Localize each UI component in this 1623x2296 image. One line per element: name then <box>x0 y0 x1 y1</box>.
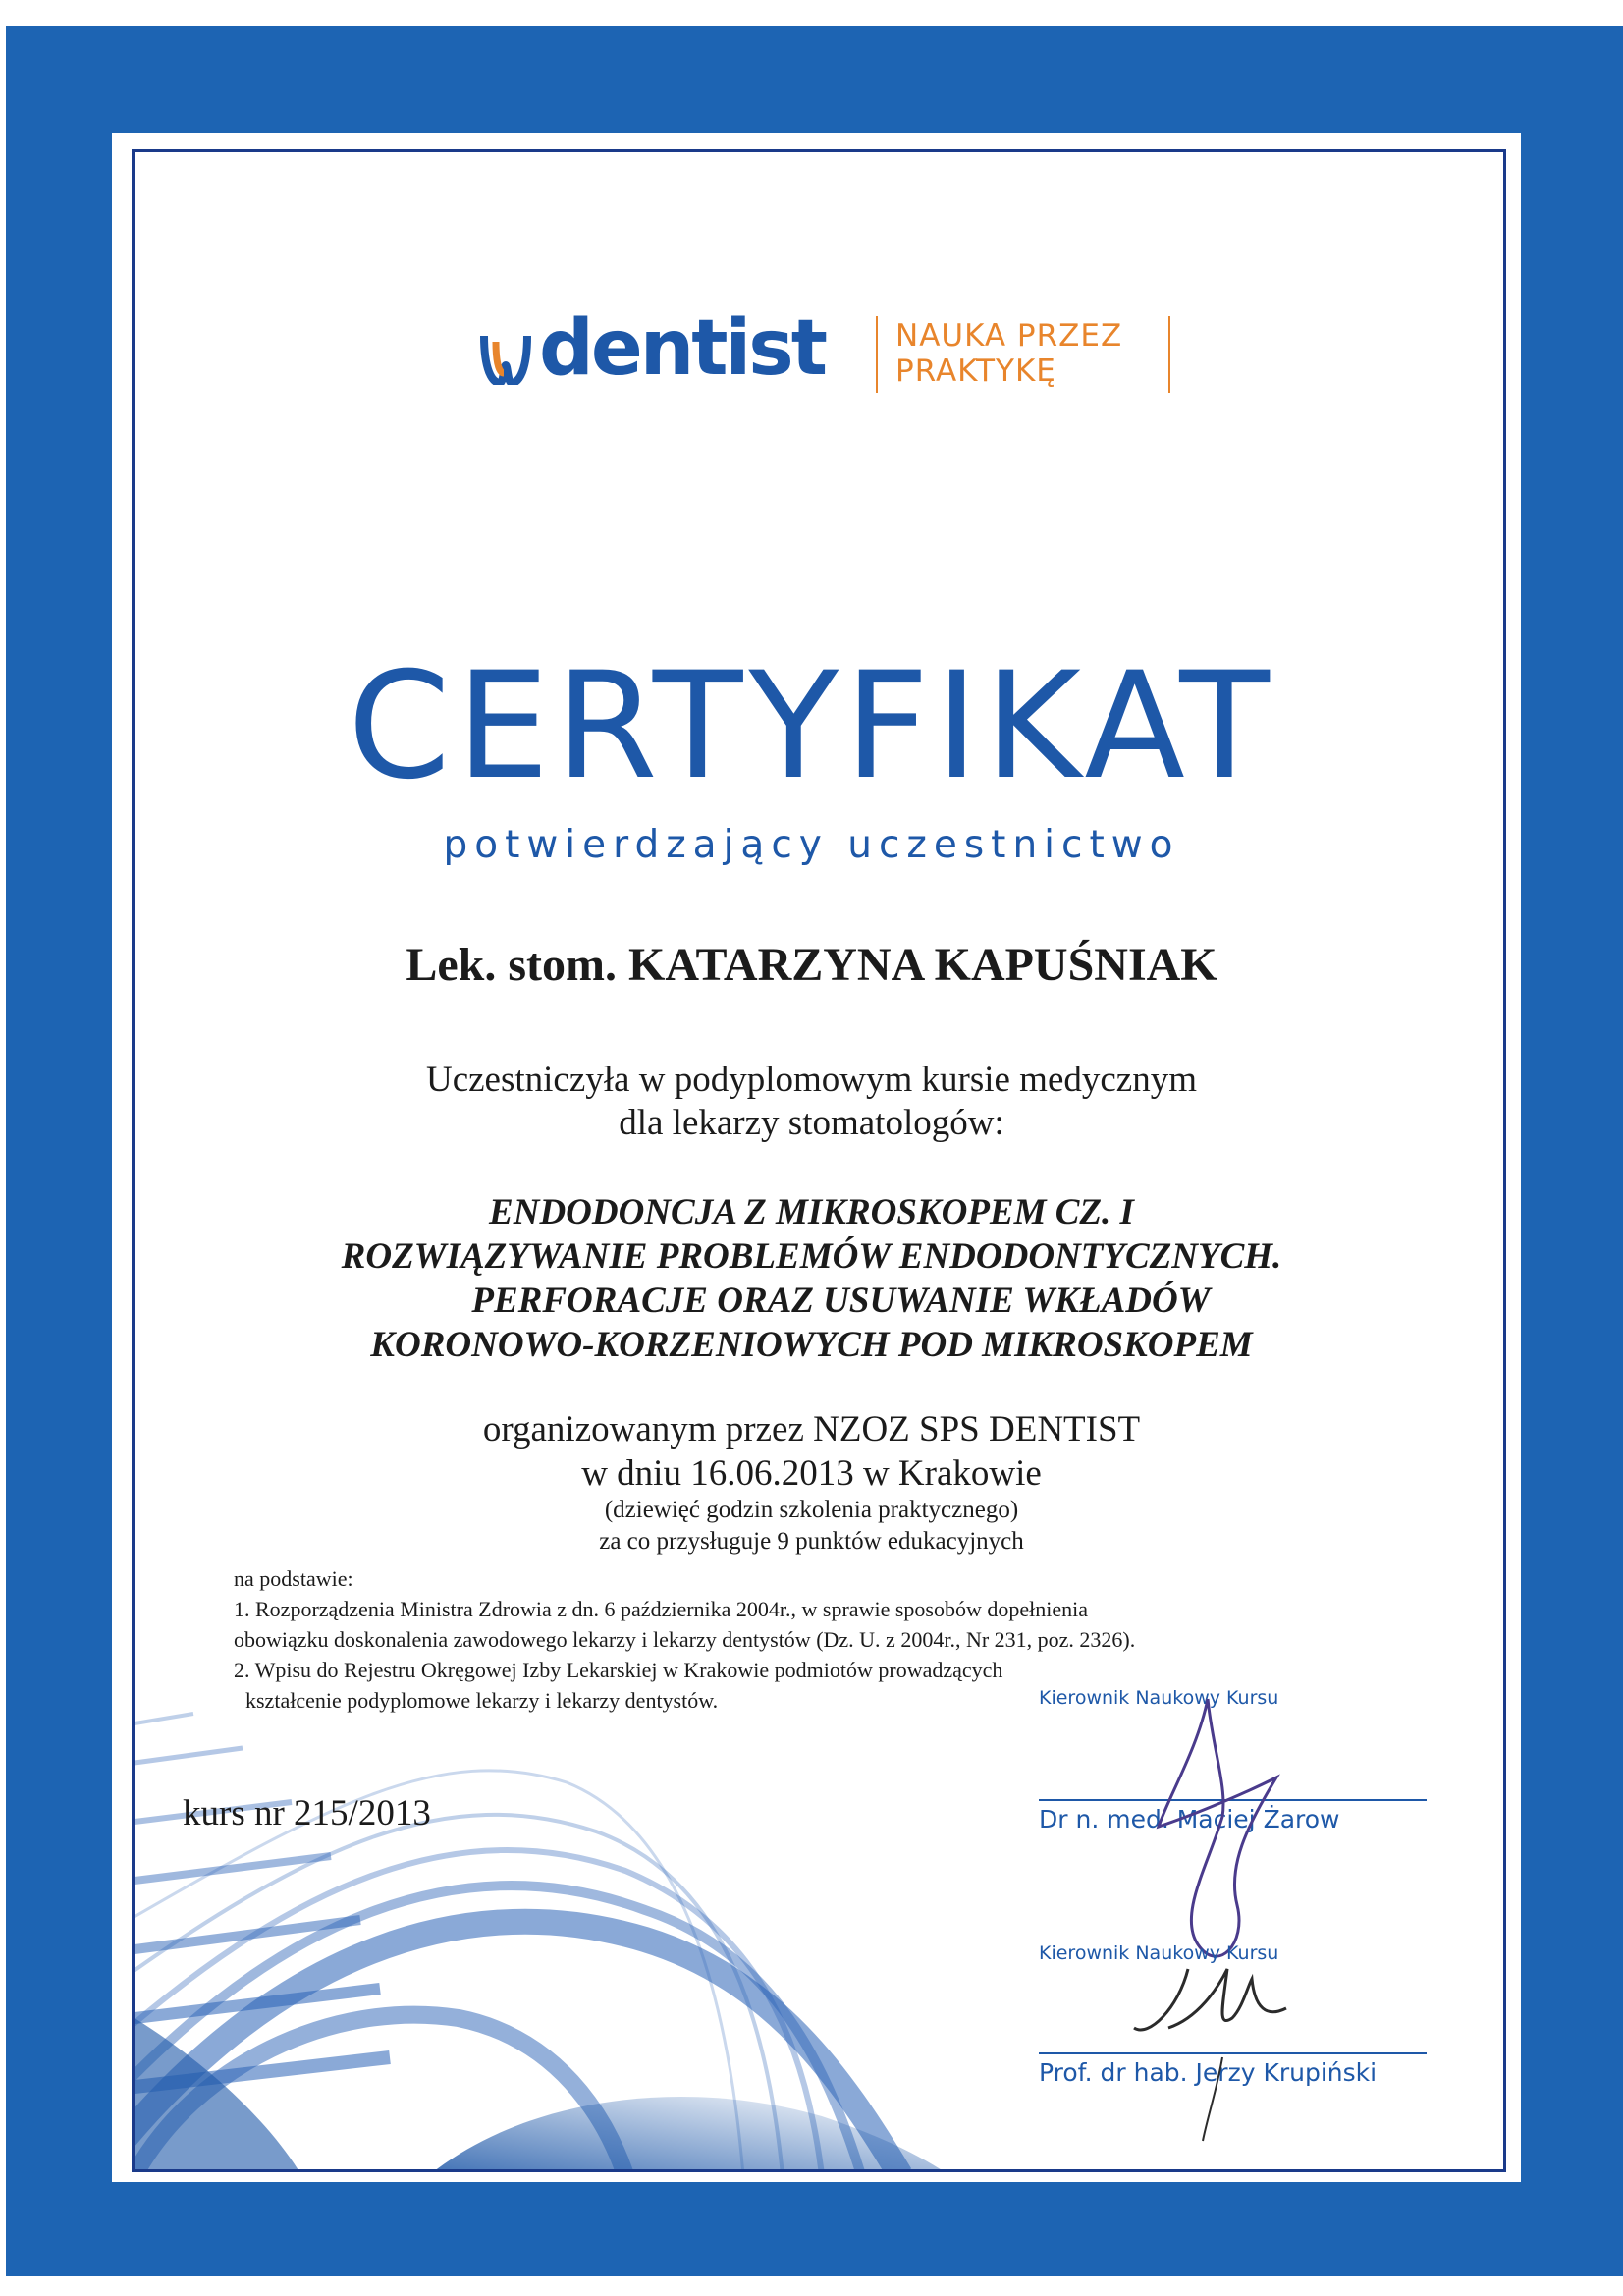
intro-line-2: dla lekarzy stomatologów: <box>619 1103 1004 1143</box>
tagline-line-1: NAUKA PRZEZ <box>895 318 1123 354</box>
organizer-line: organizowanym przez NZOZ SPS DENTIST <box>482 1409 1141 1449</box>
legal-line: kształcenie podyplomowe lekarzy i lekarzy dentystów. <box>245 1688 719 1713</box>
training-hours <box>0 1495 1623 1558</box>
signature-1-icon <box>1129 1689 1296 1984</box>
course-title <box>0 1190 1623 1367</box>
signatory-1-role: Kierownik Naukowy Kursu <box>1039 1687 1279 1709</box>
legal-line: 2. Wpisu do Rejestru Okręgowej Izby Lekarskiej w Krakowie podmiotów prowadzących <box>234 1658 1003 1682</box>
logo-divider-left <box>876 316 878 393</box>
participation-statement <box>0 1059 1623 1145</box>
course-title-line: ENDODONCJA Z MIKROSKOPEM CZ. I <box>489 1192 1134 1232</box>
hours-line: (dziewięć godzin szkolenia praktycznego) <box>604 1497 1019 1523</box>
logo-tagline <box>895 318 1122 389</box>
legal-line: 1. Rozporządzenia Ministra Zdrowia z dn. 6 października 2004r., w sprawie sposobów dopełnienia <box>234 1597 1088 1621</box>
certificate-subtitle: potwierdzający uczestnictwo <box>443 823 1180 867</box>
course-title-line: KORONOWO-KORZENIOWYCH POD MIKROSKOPEM <box>370 1325 1253 1365</box>
course-date-place: w dniu 16.06.2013 w Krakowie <box>581 1453 1042 1494</box>
legal-basis <box>234 1563 1135 1716</box>
logo-divider-right <box>1168 316 1170 393</box>
signatory-2-name: Prof. dr hab. Jerzy Krupiński <box>1039 2058 1378 2087</box>
tooth-logo-icon <box>478 330 533 385</box>
certificate-border <box>132 149 1506 2172</box>
course-number: kurs nr 215/2013 <box>183 1793 431 1833</box>
logo-wordmark: dentist <box>539 304 825 393</box>
signatory-1-name: Dr n. med. Maciej Żarow <box>1039 1805 1340 1833</box>
points-line: za co przysługuje 9 punktów edukacyjnych <box>599 1528 1024 1555</box>
legal-heading: na podstawie: <box>234 1566 353 1591</box>
recipient-name: Lek. stom. KATARZYNA KAPUŚNIAK <box>406 939 1217 991</box>
dentist-logo <box>478 304 1175 395</box>
certificate-title: CERTYFIKAT <box>348 641 1275 812</box>
course-title-line: PERFORACJE ORAZ USUWANIE WKŁADÓW <box>471 1281 1211 1321</box>
legal-line: obowiązku doskonalenia zawodowego lekarzy i lekarzy dentystów (Dz. U. z 2004r., Nr 231, poz. 2326). <box>234 1627 1136 1652</box>
tagline-line-2: PRAKTYKĘ <box>895 354 1056 389</box>
course-title-line: ROZWIĄZYWANIE PROBLEMÓW ENDODONTYCZNYCH. <box>341 1236 1282 1277</box>
signature-2-icon <box>1129 1949 1296 2146</box>
signatory-2-role: Kierownik Naukowy Kursu <box>1039 1942 1279 1964</box>
intro-line-1: Uczestniczyła w podyplomowym kursie medycznym <box>425 1060 1198 1100</box>
organizer-info <box>0 1407 1623 1496</box>
decorative-swirl <box>135 152 1506 2172</box>
